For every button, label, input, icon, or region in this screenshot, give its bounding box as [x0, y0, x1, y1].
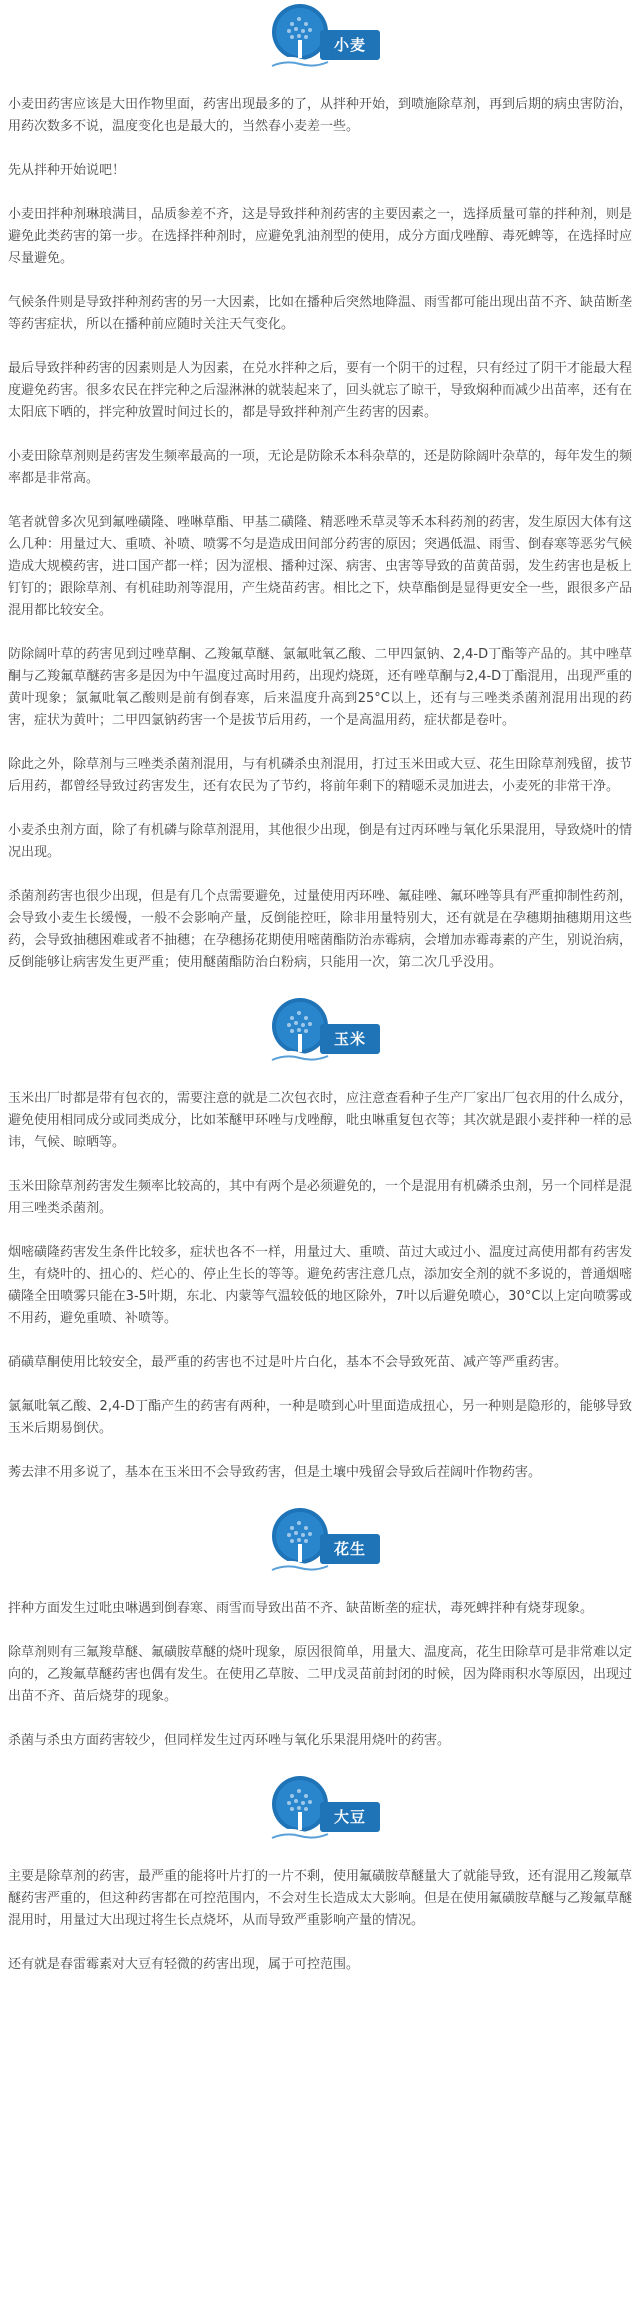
- section: [0, 994, 640, 1504]
- paragraph: 主要是除草剂的药害，最严重的能将叶片打的一片不剩，使用氟磺胺草醚量大了就能导致，还有混用乙羧氟草醚药害严重的，但这种药害都在可控范围内，不会对生长造成太大影响。但是在使用氟磺胺草醚与乙羧氟草醚混用时，用量过大出现过将生长点烧坏，从而导致严重影响产量的情况。: [8, 1869, 633, 1928]
- paragraph: 莠去津不用多说了，基本在玉米田不会导致药害，但是土壤中残留会导致后茬阔叶作物药害。: [8, 1465, 542, 1480]
- section: [0, 1504, 640, 1772]
- section: [0, 0, 640, 994]
- paragraph: 杀菌剂药害也很少出现，但是有几个点需要避免，过量使用丙环唑、氟硅唑、氟环唑等具有严重抑制性药剂，会导致小麦生长缓慢，一般不会影响产量，反倒能控旺，除非用量特别大，还有就是在孕穗期抽穗期用这些药，会导致抽穗困难或者不抽穗；在孕穗扬花期使用嘧菌酯防治赤霉病，会增加赤霉毒素的产生，别说治病，反倒能够让病害发生更严重；使用醚菌酯防治白粉病，只能用一次，第二次几乎没用。: [8, 889, 633, 970]
- section-label: 小麦: [320, 30, 380, 60]
- paragraph: 小麦田除草剂则是药害发生频率最高的一项，无论是防除禾本科杂草的，还是防除阔叶杂草的，每年发生的频率都是非常高。: [8, 449, 633, 486]
- paragraph: 最后导致拌种药害的因素则是人为因素，在兑水拌种之后，要有一个阴干的过程，只有经过了阴干才能最大程度避免药害。很多农民在拌完种之后湿淋淋的就装起来了，回头就忘了晾干，导致焖种而减少出苗率，还有在太阳底下晒的，拌完种放置时间过长的，都是导致拌种剂产生药害的因素。: [8, 361, 633, 420]
- section-badge: [250, 1504, 390, 1578]
- paragraph: 除此之外，除草剂与三唑类杀菌剂混用，与有机磷杀虫剂混用，打过玉米田或大豆、花生田除草剂残留，拔节后用药，都曾经导致过药害发生，还有农民为了节约，将前年剩下的精噁禾灵加进去，小麦死的非常干净。: [8, 757, 633, 794]
- paragraph: 笔者就曾多次见到氟唑磺隆、唑啉草酯、甲基二磺隆、精恶唑禾草灵等禾本科药剂的药害，发生原因大体有这么几种：用量过大、重喷、补喷、喷雾不匀是造成田间部分药害的原因；突遇低温、雨雪、倒春寒等恶劣气候造成大规模药害，进口国产都一样；因为涩根、播种过深、病害、虫害等导致的苗黄苗弱，发生药害也是板上钉钉的；跟除草剂、有机硅助剂等混用，产生烧苗药害。相比之下，炔草酯倒是显得更安全一些，跟很多产品混用都比较安全。: [8, 515, 633, 618]
- paragraph: 拌种方面发生过吡虫啉遇到倒春寒、雨雪而导致出苗不齐、缺苗断垄的症状，毒死蜱拌种有烧芽现象。: [8, 1601, 594, 1616]
- paragraph: 先从拌种开始说吧！: [8, 163, 126, 178]
- paragraph: 还有就是春雷霉素对大豆有轻微的药害出现，属于可控范围。: [8, 1957, 360, 1972]
- paragraph: 玉米田除草剂药害发生频率比较高的，其中有两个是必须避免的，一个是混用有机磷杀虫剂，另一个同样是混用三唑类杀菌剂。: [8, 1179, 633, 1216]
- section-label: 大豆: [320, 1802, 380, 1832]
- section-label: 玉米: [320, 1024, 380, 1054]
- paragraph: 烟嘧磺隆药害发生条件比较多，症状也各不一样，用量过大、重喷、苗过大或过小、温度过高使用都有药害发生，有烧叶的、扭心的、烂心的、停止生长的等等。避免药害注意几点，添加安全剂的就不多说的，普通烟嘧磺隆全田喷雾只能在3-5叶期，东北、内蒙等气温较低的地区除外，7叶以后避免喷心，30°C以上定向喷雾或不用药，避免重喷、补喷等。: [8, 1245, 633, 1326]
- paragraph: 防除阔叶草的药害见到过唑草酮、乙羧氟草醚、氯氟吡氧乙酸、二甲四氯钠、2,4-D丁酯等产品的。其中唑草酮与乙羧氟草醚药害多是因为中午温度过高时用药，出现灼烧斑，还有唑草酮与2,4-D丁酯混用，出现严重的黄叶现象；氯氟吡氧乙酸则是前有倒春寒，后来温度升高到25°C以上，还有与三唑类杀菌剂混用出现的药害，症状为黄叶；二甲四氯钠药害一个是拔节后用药，一个是高温用药，症状都是卷叶。: [8, 647, 632, 728]
- paragraph: 除草剂则有三氟羧草醚、氟磺胺草醚的烧叶现象，原因很简单，用量大、温度高，花生田除草可是非常难以定向的，乙羧氟草醚药害也偶有发生。在使用乙草胺、二甲戊灵苗前封闭的时候，因为降雨积水等原因，出现过出苗不齐、苗后烧芽的现象。: [8, 1645, 633, 1704]
- section-badge: [250, 0, 390, 74]
- paragraph: 小麦杀虫剂方面，除了有机磷与除草剂混用，其他很少出现，倒是有过丙环唑与氧化乐果混用，导致烧叶的情况出现。: [8, 823, 633, 860]
- paragraph: 气候条件则是导致拌种剂药害的另一大因素，比如在播种后突然地降温、雨雪都可能出现出苗不齐、缺苗断垄等药害症状，所以在播种前应随时关注天气变化。: [8, 295, 633, 332]
- section: [0, 1772, 640, 1996]
- section-badge: [250, 1772, 390, 1846]
- section-badge: [250, 994, 390, 1068]
- paragraph: 硝磺草酮使用比较安全，最严重的药害也不过是叶片白化，基本不会导致死苗、减产等严重药害。: [8, 1355, 568, 1370]
- paragraph: 氯氟吡氧乙酸、2,4-D丁酯产生的药害有两种，一种是喷到心叶里面造成扭心，另一种则是隐形的，能够导致玉米后期易倒伏。: [8, 1399, 632, 1436]
- paragraph: 杀菌与杀虫方面药害较少，但同样发生过丙环唑与氧化乐果混用烧叶的药害。: [8, 1733, 451, 1748]
- paragraph: 玉米出厂时都是带有包衣的，需要注意的就是二次包衣时，应注意查看种子生产厂家出厂包衣用的什么成分，避免使用相同成分或同类成分，比如苯醚甲环唑与戊唑醇，吡虫啉重复包衣等；其次就是跟小麦拌种一样的忌讳，气候、晾晒等。: [8, 1091, 633, 1150]
- paragraph: 小麦田拌种剂琳琅满目，品质参差不齐，这是导致拌种剂药害的主要因素之一，选择质量可靠的拌种剂，则是避免此类药害的第一步。在选择拌种剂时，应避免乳油剂型的使用，成分方面戊唑醇、毒死蜱等，在选择时应尽量避免。: [8, 207, 633, 266]
- paragraph: 小麦田药害应该是大田作物里面，药害出现最多的了，从拌种开始，到喷施除草剂，再到后期的病虫害防治，用药次数多不说，温度变化也是最大的，当然春小麦差一些。: [8, 97, 633, 134]
- section-label: 花生: [320, 1534, 380, 1564]
